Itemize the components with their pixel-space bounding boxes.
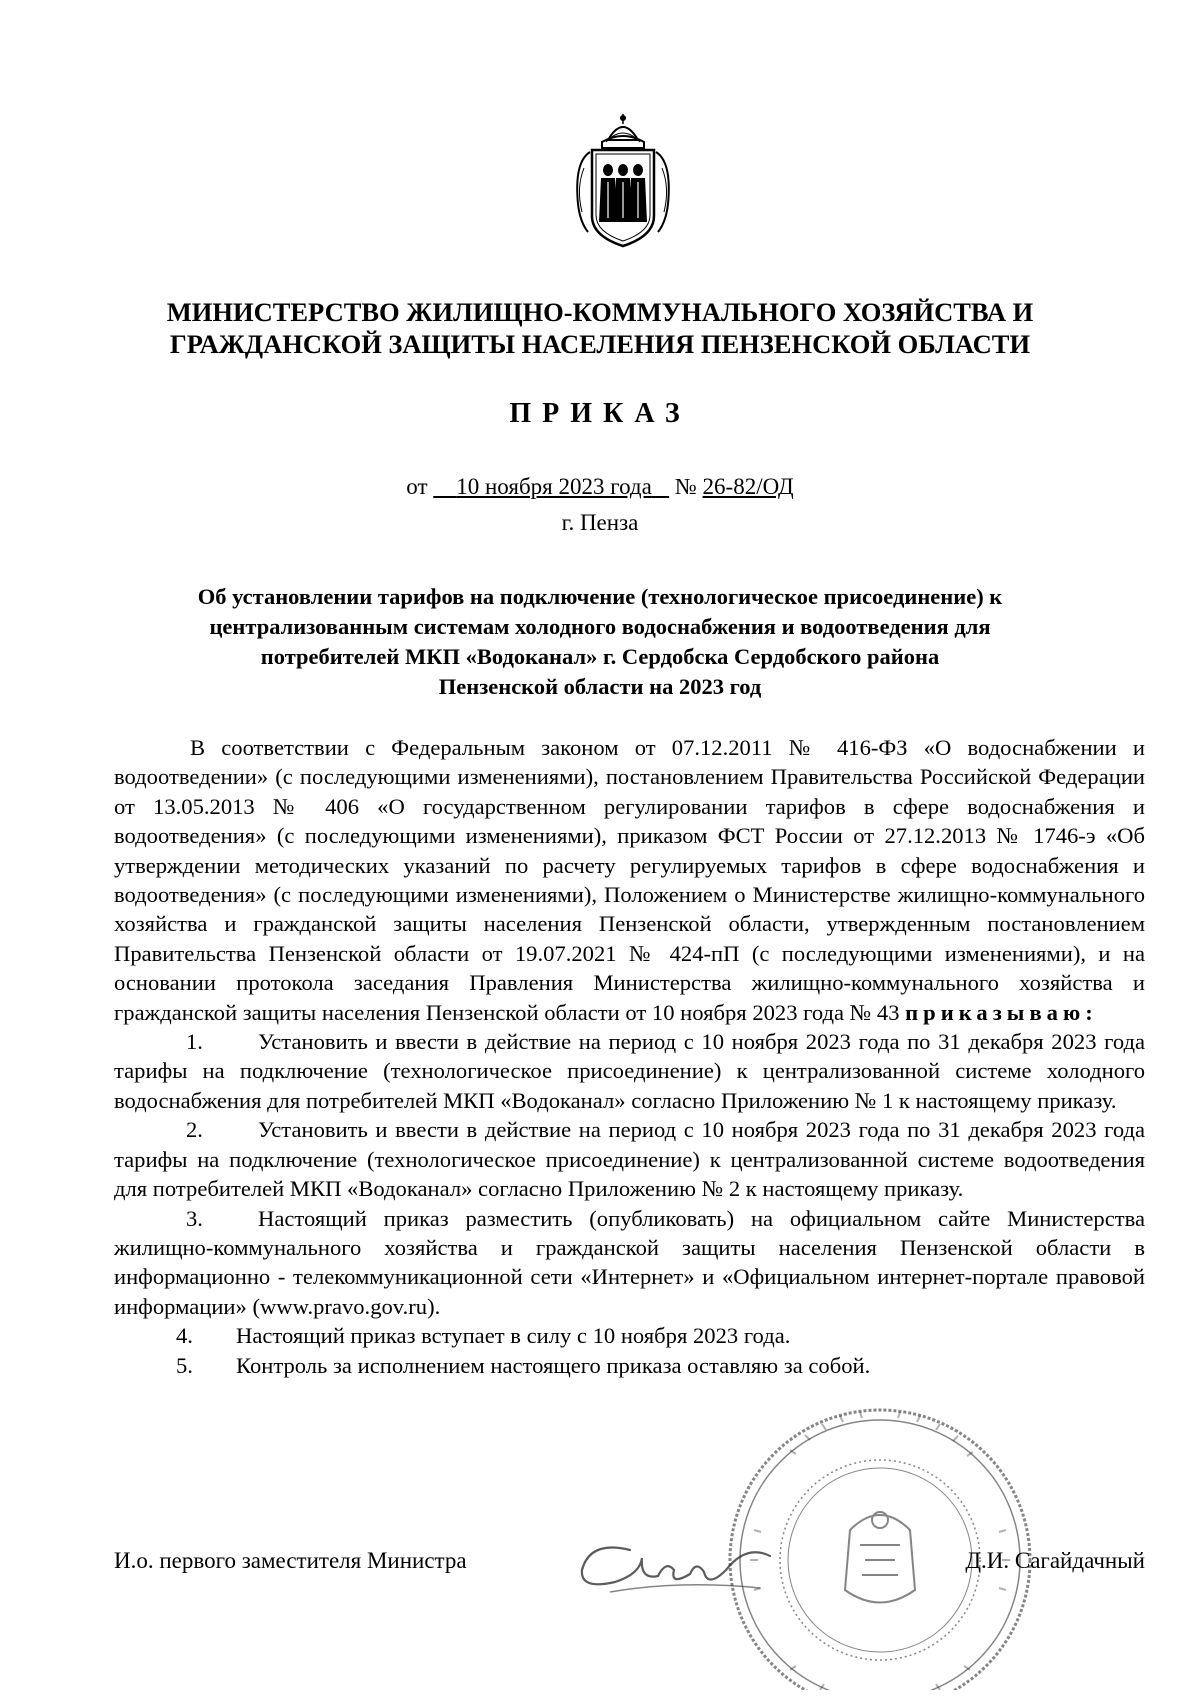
list-item	[114, 1115, 1145, 1203]
order-number: 26-82/ОД	[702, 474, 794, 499]
ministry-name	[100, 296, 1100, 360]
list-item	[114, 1321, 1145, 1350]
order-subject	[120, 582, 1080, 702]
item-number: 1.	[186, 1029, 203, 1055]
date-prefix: от	[406, 474, 428, 499]
item-text: Установить и ввести в действие на период с 10 ноября 2023 года по 31 декабря 2023 года тарифы на подключение (технологическое присоединение) к централизованной системе водоотведения для потребителей МКП «Водоканал» согласно Приложению № 2 к настоящему приказу.	[114, 1117, 1145, 1202]
ministry-name-line-1: МИНИСТЕРСТВО ЖИЛИЩНО-КОММУНАЛЬНОГО ХОЗЯЙСТВА И	[166, 297, 1034, 327]
order-date: 10 ноября 2023 года	[456, 474, 652, 499]
item-text: Настоящий приказ вступает в силу с 10 ноября 2023 года.	[236, 1323, 791, 1349]
list-item	[114, 1204, 1145, 1322]
list-item	[114, 1027, 1145, 1115]
preamble-paragraph	[114, 733, 1145, 1027]
document-type-title: ПРИКАЗ	[509, 398, 691, 429]
signatory-name: Д.И. Сагайдачный	[965, 1548, 1145, 1573]
order-word: приказываю:	[905, 999, 1098, 1025]
subject-line-2: централизованным системам холодного водоснабжения и водоотведения для	[209, 614, 991, 639]
subject-line-1: Об установлении тарифов на подключение (технологическое присоединение) к	[197, 584, 1003, 609]
city: г. Пенза	[561, 510, 639, 535]
official-seal-stamp	[670, 1360, 1050, 1690]
ministry-name-line-2: ГРАЖДАНСКОЙ ЗАЩИТЫ НАСЕЛЕНИЯ ПЕНЗЕНСКОЙ ОБЛАСТИ	[169, 329, 1031, 359]
item-number: 3.	[186, 1205, 203, 1231]
coat-of-arms-icon	[570, 112, 676, 250]
handwritten-signature	[570, 1530, 790, 1600]
order-body	[114, 733, 1145, 1380]
item-text: Настоящий приказ разместить (опубликовать) на официальном сайте Министерства жилищно-коммунального хозяйства и гражданской защиты населения Пензенской области в информационно - телекоммуникационной сети «Интернет» и «Официальном интернет-портале правовой информации» (www.pravo.gov.ru).	[114, 1205, 1145, 1319]
subject-line-3: потребителей МКП «Водоканал» г. Сердобска Сердобского района	[260, 644, 940, 669]
item-text: Установить и ввести в действие на период с 10 ноября 2023 года по 31 декабря 2023 года тарифы на подключение (технологическое присоединение) к централизованной системе холодного водоснабжения для потребителей МКП «Водоканал» согласно Приложению № 1 к настоящему приказу.	[114, 1029, 1145, 1113]
subject-line-4: Пензенской области на 2023 год	[438, 674, 762, 699]
item-number: 4.	[176, 1323, 193, 1349]
item-text: Контроль за исполнением настоящего приказа оставляю за собой.	[236, 1352, 871, 1378]
number-prefix: №	[674, 474, 697, 499]
item-number: 2.	[186, 1117, 203, 1143]
preamble-text: В соответствии с Федеральным законом от 07.12.2011 № 416-ФЗ «О водоснабжении и водоотведении» (с последующими изменениями), постановлением Правительства Российской Федерации от 13.05.2013 № 406 «О государственном регулировании тарифов в сфере водоснабжения и водоотведения» (с последующими изменениями), приказом ФСТ России от 27.12.2013 № 1746-э «Об утверждении методических указаний по расчету регулируемых тарифов в сфере водоснабжения и водоотведения» (с последующими изменениями), Положением о Министерстве жилищно-коммунального хозяйства и гражданской защиты населения Пензенской области, утвержденным постановлением Правительства Пензенской области от 19.07.2021 № 424-пП (с последующими изменениями), и на основании протокола заседания Правления Министерства жилищно-коммунального хозяйства и гражданской защиты населения Пензенской области от 10 ноября 2023 года № 43	[114, 735, 1145, 1025]
order-date-number	[0, 472, 1200, 502]
item-number: 5.	[176, 1352, 193, 1378]
signatory-position: И.о. первого заместителя Министра	[114, 1548, 467, 1573]
